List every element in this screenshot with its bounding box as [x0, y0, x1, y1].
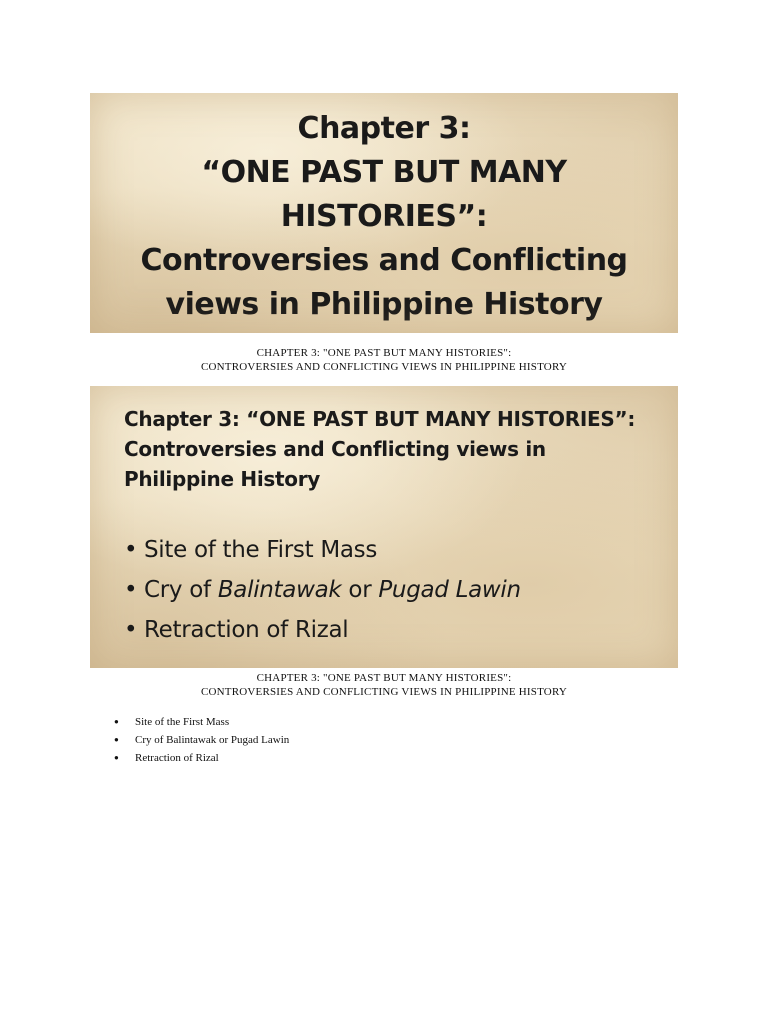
slide-heading-line: Philippine History — [124, 467, 321, 491]
bullet-icon: • — [124, 537, 138, 563]
slide-image-outline — [90, 386, 678, 668]
slide-title-line: views in Philippine History — [165, 287, 603, 322]
slide-heading-line: Controversies and Conflicting views in — [124, 437, 546, 461]
list-item-text: Site of the First Mass — [135, 716, 230, 728]
bullet-icon: ● — [114, 717, 119, 726]
bullet-icon: ● — [114, 735, 119, 744]
slide-caption — [0, 346, 768, 374]
slide-bullet-item — [124, 530, 521, 570]
list-item — [114, 731, 289, 749]
slide-bullet-item — [124, 610, 521, 650]
caption-line: CHAPTER 3: "ONE PAST BUT MANY HISTORIES": — [256, 347, 512, 359]
slide-title-line: “ONE PAST BUT MANY — [201, 155, 567, 190]
slide-bullet-text: Site of the First Mass — [144, 537, 378, 563]
slide-title-line: Controversies and Conflicting — [140, 243, 628, 278]
bullet-icon: ● — [114, 753, 119, 762]
slide-image-title — [90, 93, 678, 333]
slide-heading-line: Chapter 3: “ONE PAST BUT MANY HISTORIES”: — [124, 407, 636, 431]
slide-caption — [0, 671, 768, 699]
slide-bullet-text: or — [341, 577, 379, 603]
caption-line: CONTROVERSIES AND CONFLICTING VIEWS IN PHILIPPINE HISTORY — [200, 686, 568, 698]
bullet-icon: • — [124, 577, 138, 603]
slide-bullet-item — [124, 570, 521, 610]
document-bullet-list — [114, 713, 289, 767]
list-item-text: Cry of Balintawak or Pugad Lawin — [135, 734, 290, 746]
bullet-icon: • — [124, 617, 138, 643]
caption-line: CONTROVERSIES AND CONFLICTING VIEWS IN PHILIPPINE HISTORY — [200, 361, 568, 373]
slide-heading — [124, 404, 664, 494]
list-item — [114, 713, 289, 731]
slide-title — [90, 107, 678, 327]
slide-title-line: Chapter 3: — [297, 111, 471, 146]
slide-bullet-text: Retraction of Rizal — [144, 617, 349, 643]
slide-bullet-italic: Balintawak — [217, 577, 342, 603]
slide-bullet-italic: Pugad Lawin — [378, 577, 521, 603]
slide-title-line: HISTORIES”: — [280, 199, 488, 234]
list-item — [114, 749, 289, 767]
caption-line: CHAPTER 3: "ONE PAST BUT MANY HISTORIES": — [256, 672, 512, 684]
slide-bullet-list — [124, 530, 521, 650]
list-item-text: Retraction of Rizal — [135, 752, 219, 764]
slide-bullet-text: Cry of — [144, 577, 218, 603]
